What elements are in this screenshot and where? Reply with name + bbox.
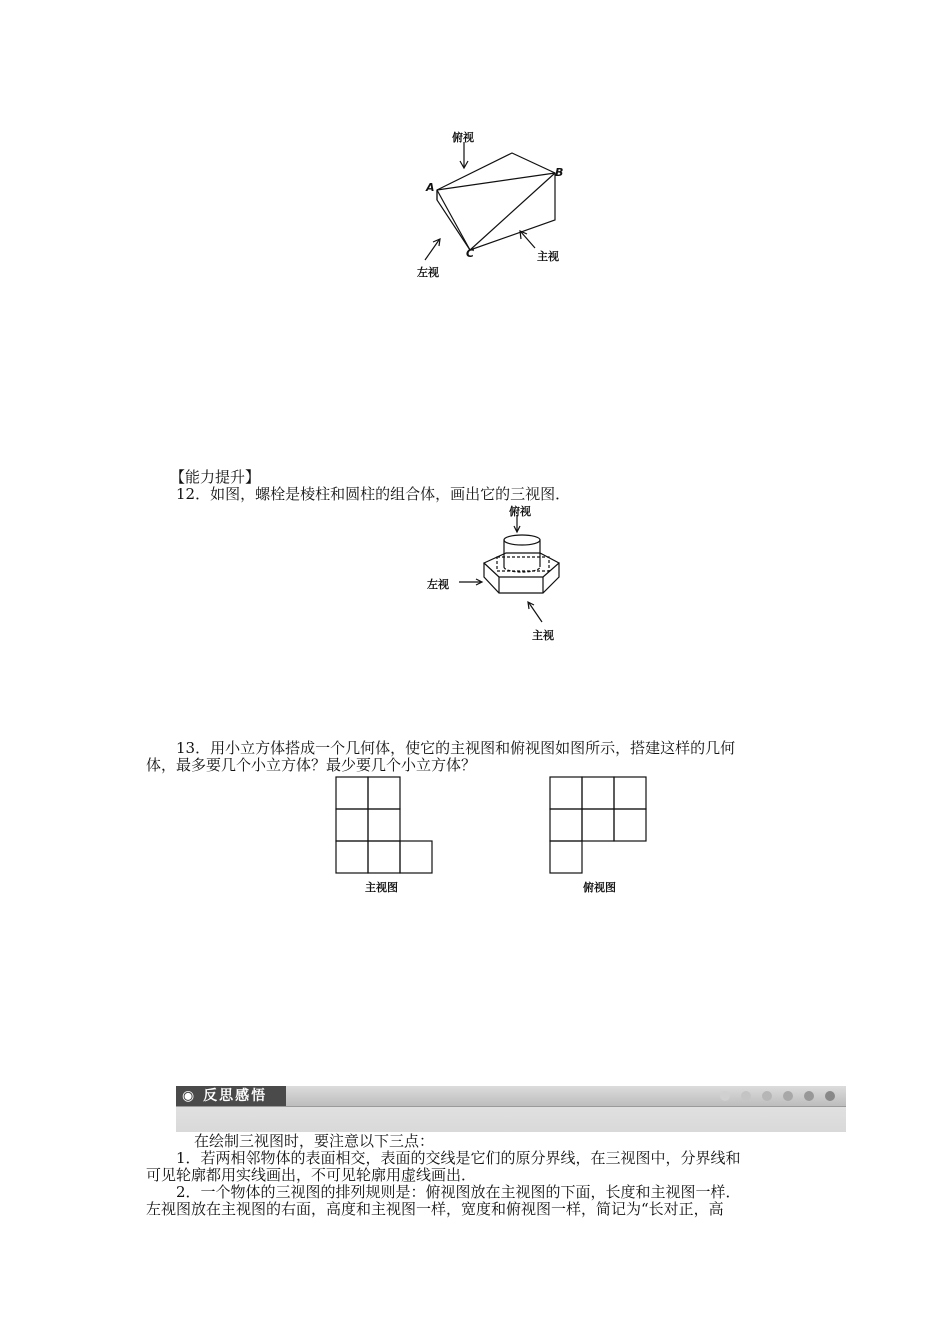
figure1-left-label: 左视 bbox=[417, 266, 439, 279]
bolt-left-label: 左视 bbox=[427, 578, 449, 591]
decor-dot-icon bbox=[741, 1091, 751, 1101]
reflection-point2-line1: 2．一个物体的三视图的排列规则是：俯视图放在主视图的下面，长度和主视图一样． bbox=[176, 1183, 741, 1201]
decor-dot-icon bbox=[783, 1091, 793, 1101]
bolt-top-label: 俯视 bbox=[509, 505, 531, 518]
bolt-front-label: 主视 bbox=[532, 629, 554, 642]
question-12-text: 12．如图，螺栓是棱柱和圆柱的组合体，画出它的三视图． bbox=[176, 485, 571, 503]
question-13-line2: 体，最多要几个小立方体？最少要几个小立方体？ bbox=[146, 756, 477, 774]
reflection-intro: 在绘制三视图时，要注意以下三点： bbox=[194, 1132, 435, 1150]
top-view-grid bbox=[549, 776, 649, 874]
vertex-a-label: A bbox=[426, 181, 435, 194]
bolt-front-arrow bbox=[520, 595, 550, 625]
question-13-line1: 13．用小立方体搭成一个几何体，使它的主视图和俯视图如图所示，搭建这样的几何 bbox=[176, 739, 736, 757]
decor-dot-icon bbox=[804, 1091, 814, 1101]
reflection-title: ◉ 反思感悟 bbox=[176, 1086, 286, 1106]
top-view-caption: 俯视图 bbox=[583, 881, 616, 894]
vertex-b-label: B bbox=[555, 166, 564, 179]
reflection-banner-bar bbox=[176, 1086, 846, 1107]
figure1-front-label: 主视 bbox=[537, 250, 559, 263]
section-heading: 【能力提升】 bbox=[170, 468, 261, 486]
front-view-grid bbox=[335, 776, 435, 874]
figure1-top-label: 俯视 bbox=[452, 131, 474, 144]
decor-dot-icon bbox=[720, 1091, 730, 1101]
reflection-point1-line2: 可见轮廓都用实线画出，不可见轮廓用虚线画出． bbox=[146, 1166, 477, 1184]
front-view-caption: 主视图 bbox=[365, 881, 398, 894]
decor-dot-icon bbox=[825, 1091, 835, 1101]
reflection-banner bbox=[176, 1086, 846, 1132]
vertex-c-label: C bbox=[466, 247, 475, 260]
bolt-figure bbox=[455, 515, 575, 620]
decor-dot-icon bbox=[762, 1091, 772, 1101]
reflection-point2-line2: 左视图放在主视图的右面，高度和主视图一样，宽度和俯视图一样，简记为“长对正，高 bbox=[146, 1200, 724, 1218]
reflection-point1-line1: 1．若两相邻物体的表面相交，表面的交线是它们的原分界线，在三视图中，分界线和 bbox=[176, 1149, 741, 1167]
